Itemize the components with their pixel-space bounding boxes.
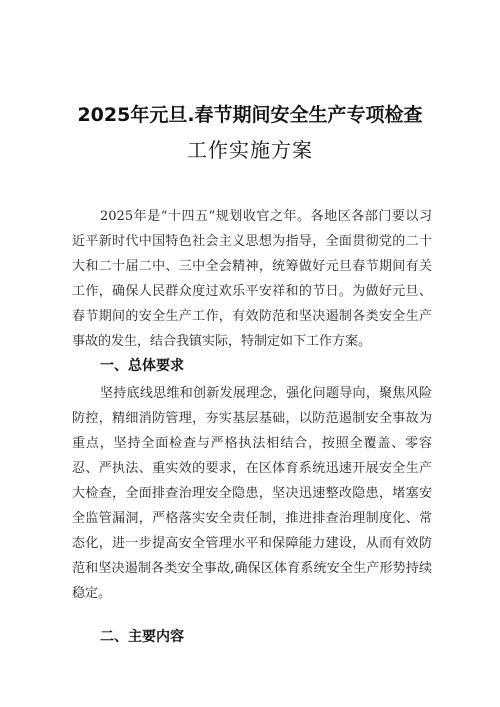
intro-paragraph: 2025年是“十四五”规划收官之年。各地区各部门要以习近平新时代中国特色社会主义思想为指导，全面贯彻党的二十大和二十届二中、三中全会精神，统筹做好元旦春节期间有关工作，确保人民群众度过欢乐平安祥和的节日。为做好元旦、春节期间的安全生产工作，有效防范和坚决遏制各类安全生产事故的发生，结合我镇实际，特制定如下工作方案。	[72, 209, 432, 349]
section-heading-main-content: 二、主要内容	[100, 629, 184, 645]
document-title-line-2: 工作实施方案	[187, 138, 313, 162]
document-title-line-1: 2025年元旦.春节期间安全生产专项检查	[77, 104, 423, 126]
section-heading-general-requirements: 一、总体要求	[100, 358, 184, 374]
general-requirements-paragraph: 坚持底线思维和创新发展理念，强化问题导向，聚焦风险防控，精细消防管理，夯实基层基础，以防范遏制安全事故为重点，坚持全面检查与严格执法相结合，按照全覆盖、零容忍、严执法、重实效的要求，在区体育系统迅速开展安全生产大检查，全面排查治理安全隐患，坚决迅速整改隐患，堵塞安全监管漏洞，严格落实安全责任制，推进排查治理制度化、常态化，进一步提高安全管理水平和保障能力建设，从而有效防范和坚决遏制各类安全事故,确保区体育系统安全生产形势持续稳定。	[72, 386, 432, 601]
